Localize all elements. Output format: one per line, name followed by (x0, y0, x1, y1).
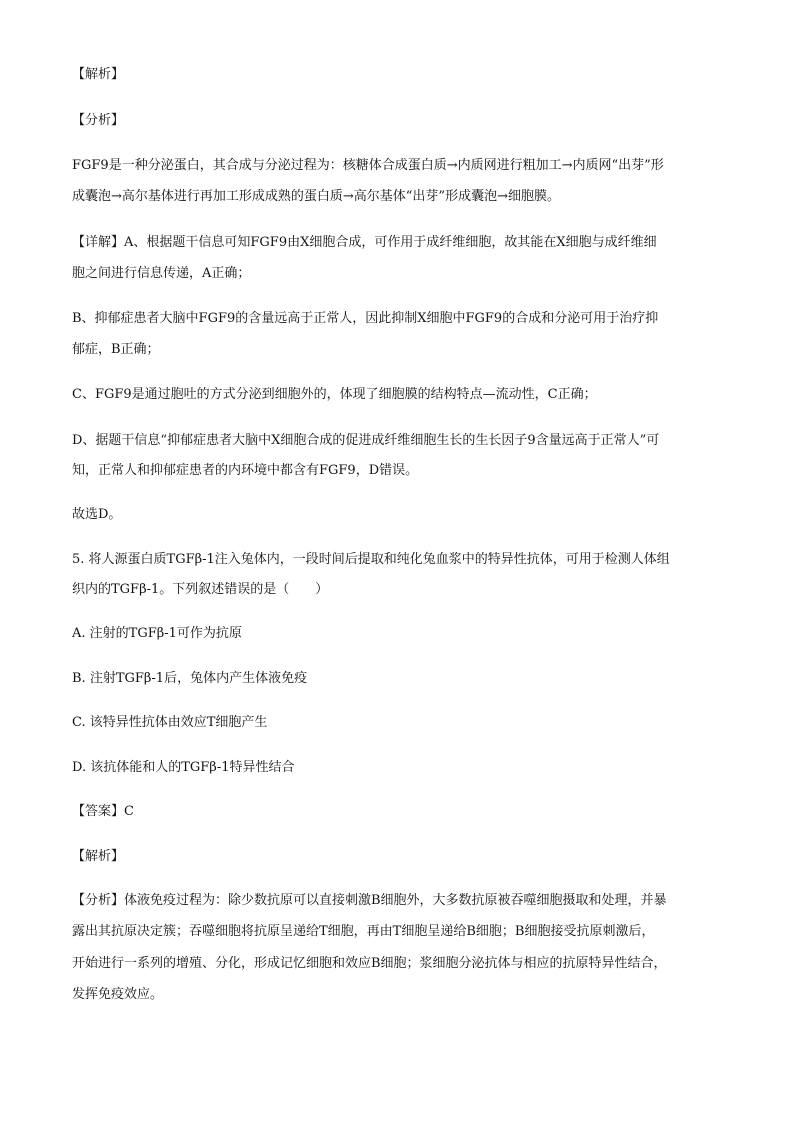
question-stem: 5. 将人源蛋白质TGFβ-1注入兔体内，一段时间后提取和纯化兔血浆中的特异性抗体，可用于检测人体组 (72, 552, 670, 567)
option-c: C. 该特异性抗体由效应T细胞产生 (72, 715, 268, 730)
paragraph-line: 胞之间进行信息传递，A正确； (72, 266, 251, 281)
paragraph-line: 故选D。 (72, 507, 122, 522)
paragraph-line: 郁症，B正确； (72, 342, 160, 357)
answer: 【答案】C (72, 804, 134, 819)
option-b: B. 注射TGFβ-1后，兔体内产生体液免疫 (72, 671, 308, 686)
paragraph-line: D、据题干信息“抑郁症患者大脑中X细胞合成的促进成纤维细胞生长的生长因子9含量远高于正常人”可 (72, 433, 660, 448)
option-d: D. 该抗体能和人的TGFβ-1特异性结合 (72, 760, 295, 775)
paragraph-line: B、抑郁症患者大脑中FGF9的含量远高于正常人，因此抑制X细胞中FGF9的合成和分泌可用于治疗抑 (72, 311, 659, 326)
paragraph-line: 发挥免疫效应。 (72, 987, 164, 1002)
paragraph-line: 【分析】体液免疫过程为：除少数抗原可以直接刺激B细胞外，大多数抗原被吞噬细胞摄取和处理，并暴 (72, 893, 667, 908)
heading-jiexi: 【解析】 (72, 849, 125, 864)
paragraph-line: 知，正常人和抑郁症患者的内环境中都含有FGF9，D错误。 (72, 463, 419, 478)
paragraph-line: 成囊泡→高尔基体进行再加工形成成熟的蛋白质→高尔基体“出芽”形成囊泡→细胞膜。 (72, 189, 560, 204)
paragraph-line: FGF9是一种分泌蛋白，其合成与分泌过程为：核糖体合成蛋白质→内质网进行粗加工→内质网“出芽”形 (72, 158, 664, 173)
paragraph-line: C、FGF9是通过胞吐的方式分泌到细胞外的，体现了细胞膜的结构特点—流动性，C正确； (72, 387, 597, 402)
paragraph-line: 【详解】A、根据题干信息可知FGF9由X细胞合成，可作用于成纤维细胞，故其能在X细胞与成纤维细 (72, 235, 657, 250)
option-a: A. 注射的TGFβ-1可作为抗原 (72, 626, 242, 641)
heading-jiexi: 【解析】 (72, 67, 125, 82)
paragraph-line: 开始进行一系列的增殖、分化，形成记忆细胞和效应B细胞；浆细胞分泌抗体与相应的抗原特异性结合， (72, 956, 667, 971)
paragraph-line: 露出其抗原决定簇；吞噬细胞将抗原呈递给T细胞，再由T细胞呈递给B细胞；B细胞接受抗原刺激后， (72, 924, 655, 939)
question-stem: 织内的TGFβ-1。下列叙述错误的是（ ） (72, 582, 329, 597)
heading-fenxi: 【分析】 (72, 113, 125, 128)
